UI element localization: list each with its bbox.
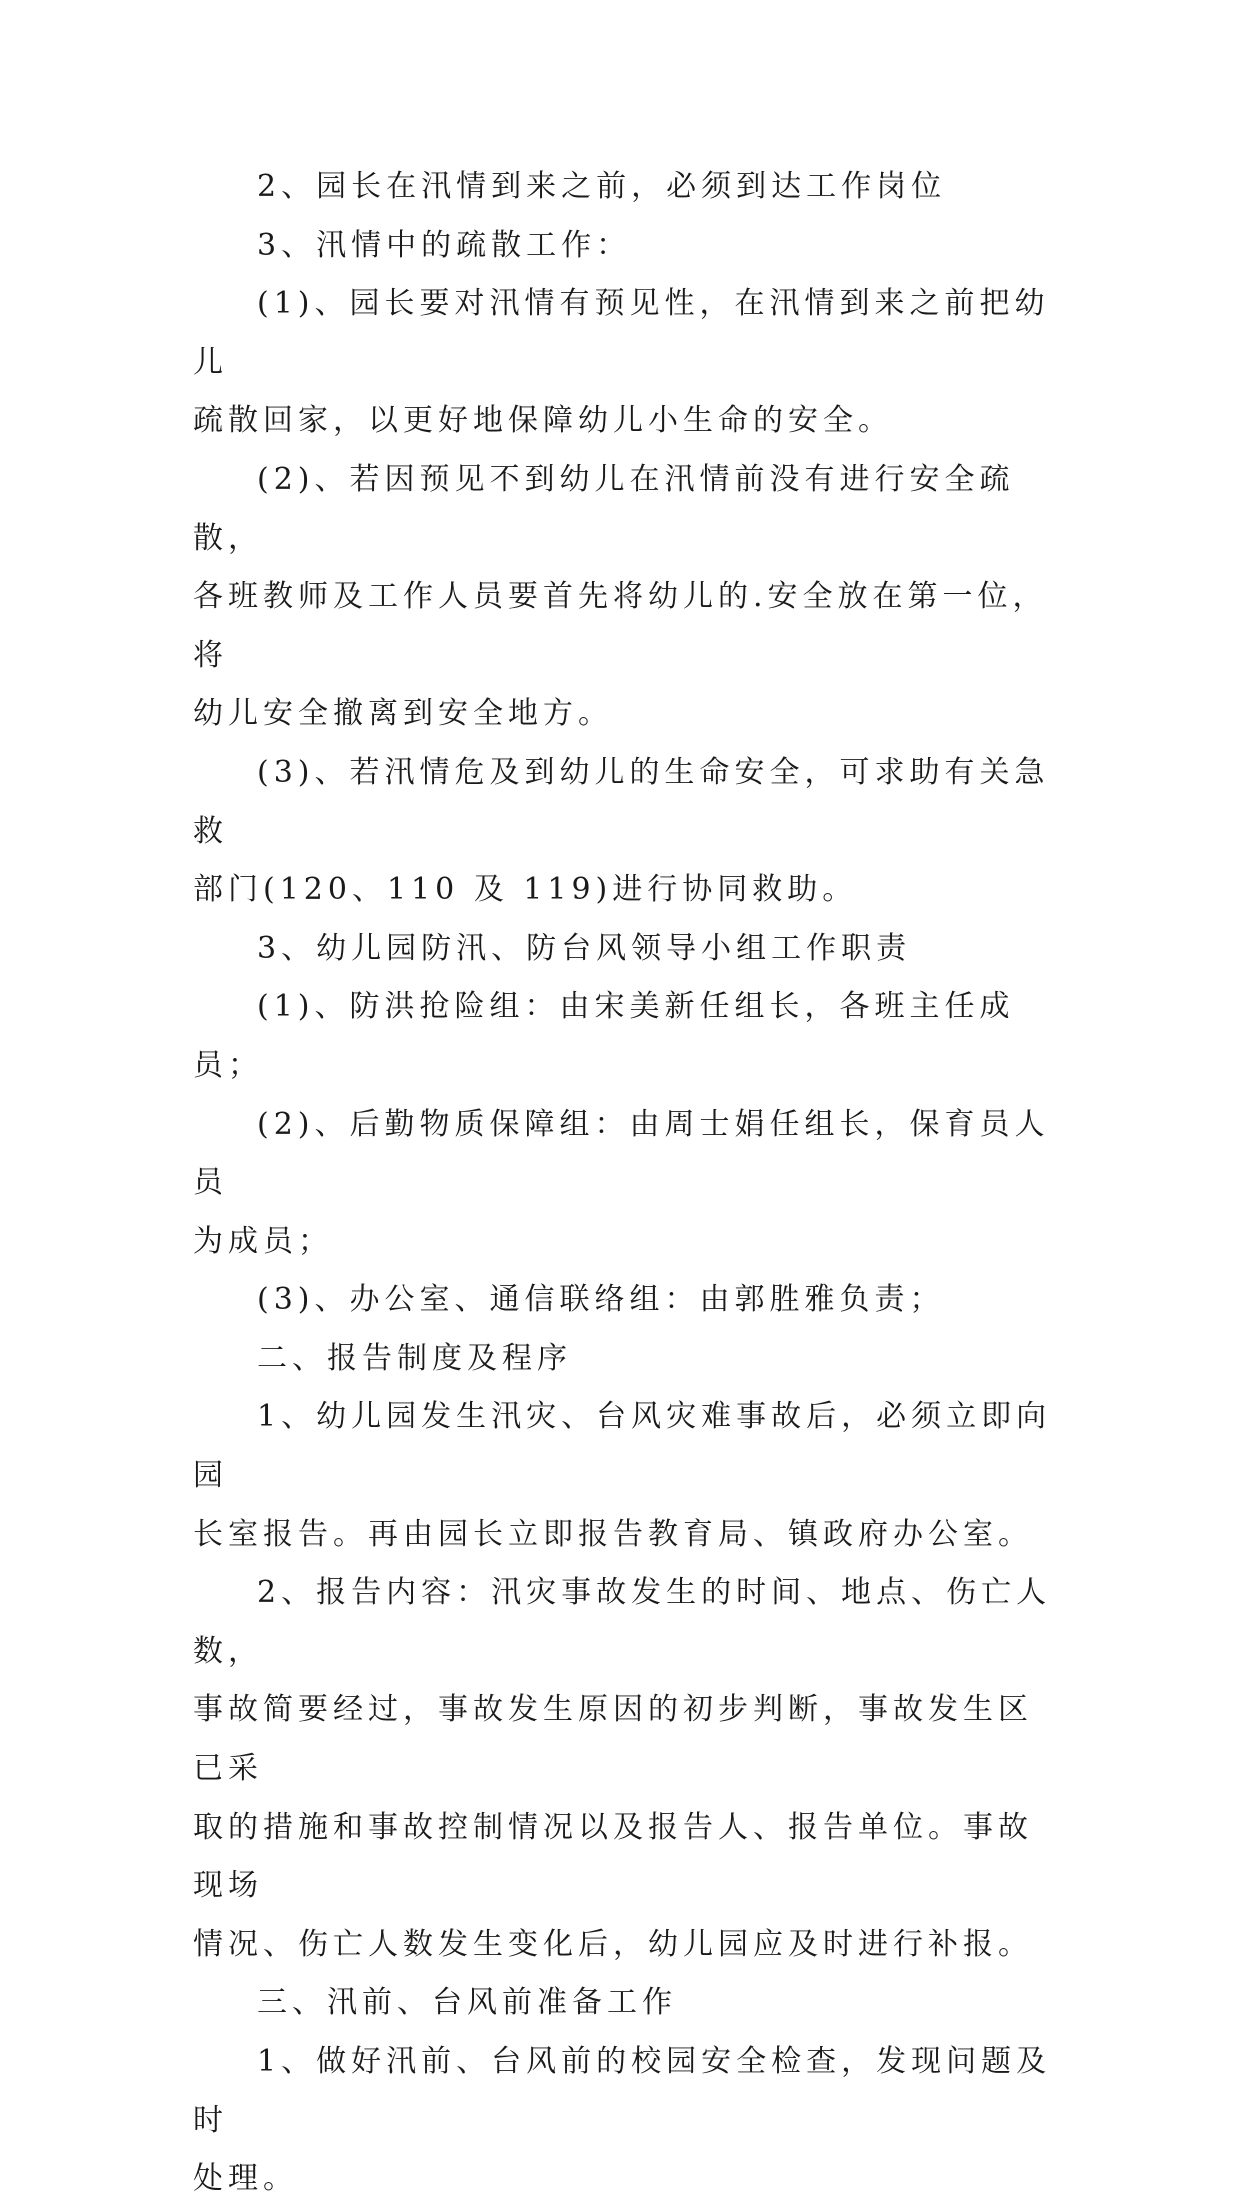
text-line: 各班教师及工作人员要首先将幼儿的.安全放在第一位，将 <box>193 579 1048 673</box>
text-line: 2、园长在汛情到来之前，必须到达工作岗位 <box>257 169 947 204</box>
text-line: 为成员； <box>193 1223 333 1259</box>
paragraph <box>193 217 1053 276</box>
text-line: 3、幼儿园防汛、防台风领导小组工作职责 <box>257 930 912 966</box>
paragraph <box>193 275 1053 451</box>
text-line: 1、幼儿园发生汛灾、台风灾难事故后，必须立即向园 <box>193 1399 1052 1494</box>
text-line: (1)、园长要对汛情有预见性，在汛情到来之前把幼儿 <box>193 286 1050 380</box>
paragraph <box>193 1330 1053 1389</box>
text-line: 幼儿安全撤离到安全地方。 <box>193 696 613 732</box>
paragraph <box>193 978 1053 1095</box>
text-line: 二、报告制度及程序 <box>257 1340 572 1376</box>
paragraph <box>193 744 1053 920</box>
paragraph <box>193 1271 1053 1330</box>
text-line: 三、汛前、台风前准备工作 <box>257 1985 677 2021</box>
text-line: 处理。 <box>193 2161 298 2197</box>
text-line: 事故简要经过，事故发生原因的初步判断，事故发生区已采 <box>193 1692 1033 1787</box>
paragraph <box>193 451 1053 744</box>
paragraph <box>193 1974 1053 2033</box>
text-line: 情况、伤亡人数发生变化后，幼儿园应及时进行补报。 <box>193 1926 1033 1962</box>
document-body <box>193 158 1053 2209</box>
text-line: 取的措施和事故控制情况以及报告人、报告单位。事故现场 <box>193 1809 1033 1904</box>
paragraph <box>193 1388 1053 1564</box>
paragraph <box>193 1564 1053 1974</box>
paragraph <box>193 920 1053 979</box>
text-line: (3)、若汛情危及到幼儿的生命安全，可求助有关急救 <box>193 754 1050 849</box>
text-line: 2、报告内容：汛灾事故发生的时间、地点、伤亡人数， <box>193 1575 1052 1669</box>
text-line: 部门(120、110 及 119)进行协同救助。 <box>193 872 858 908</box>
text-line: 疏散回家，以更好地保障幼儿小生命的安全。 <box>193 403 893 439</box>
paragraph <box>193 1096 1053 1272</box>
text-line: 长室报告。再由园长立即报告教育局、镇政府办公室。 <box>193 1516 1033 1552</box>
paragraph <box>193 158 1053 217</box>
text-line: 3、汛情中的疏散工作： <box>257 227 632 263</box>
text-line: (2)、若因预见不到幼儿在汛情前没有进行安全疏散， <box>193 461 1015 556</box>
text-line: (3)、办公室、通信联络组：由郭胜雅负责； <box>257 1282 945 1318</box>
text-line: 1、做好汛前、台风前的校园安全检查，发现问题及时 <box>193 2044 1052 2138</box>
paragraph <box>193 2033 1053 2209</box>
text-line: (2)、后勤物质保障组：由周士娟任组长，保育员人员 <box>193 1106 1050 1201</box>
text-line: (1)、防洪抢险组：由宋美新任组长，各班主任成员； <box>193 989 1015 1083</box>
